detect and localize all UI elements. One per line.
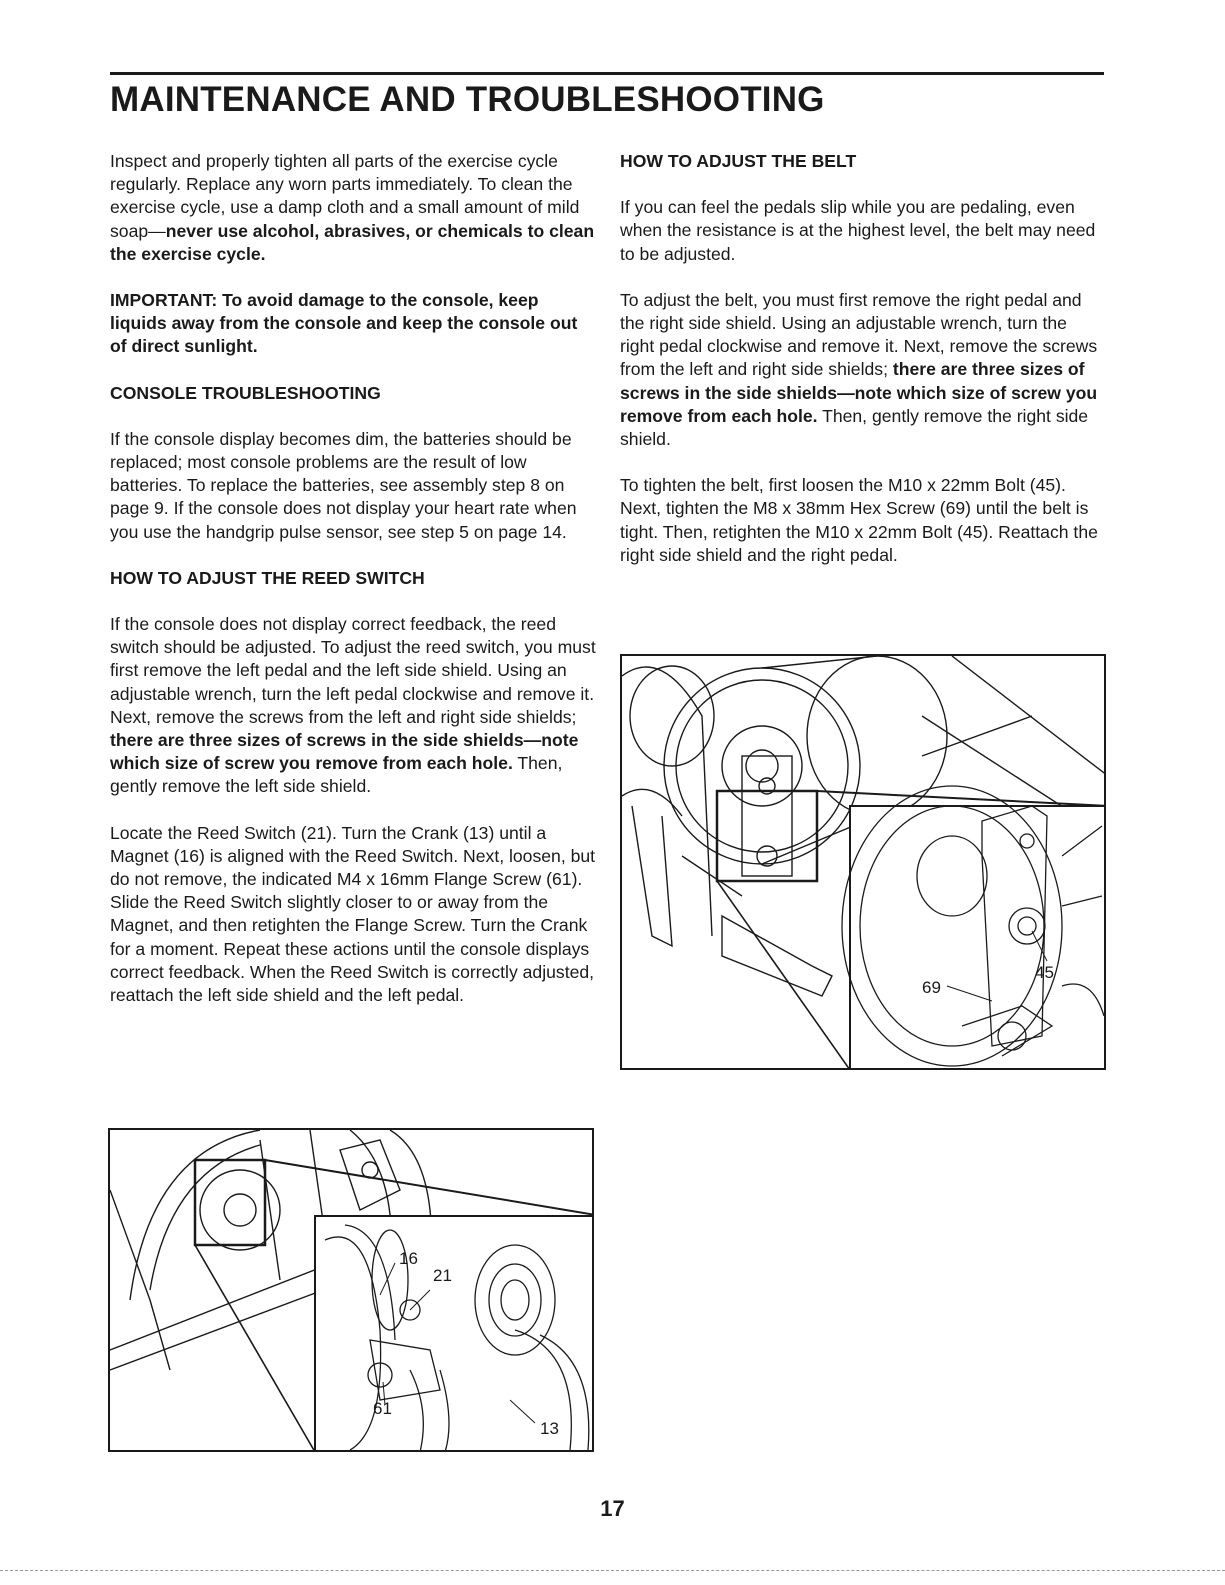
belt-text: To adjust the belt, you must first remove the right pedal and the right side shield. Using an adjustable wrench, turn the right pedal clockwise and remove it. Next, remove the screws from the left and right side shields; [620, 289, 1098, 380]
intro-text: Inspect and properly tighten all parts of the exercise cycle regularly. Replace any worn parts immediately. To clean the exercise cycle, use a damp cloth and a small amount of mild soap— [110, 151, 580, 241]
reed-switch-figure [108, 1128, 594, 1452]
intro-warning: never use alcohol, abrasives, or chemicals to clean the exercise cycle. [110, 220, 595, 264]
callout-21: 21 [433, 1266, 452, 1285]
right-column [620, 150, 1106, 590]
reed-warning: there are three sizes of screws in the side shields—note which size of screw you remove from each hole. [110, 730, 579, 774]
belt-illustration [622, 656, 1106, 1070]
belt-warning: there are three sizes of screws in the side shields—note which size of screw you remove from each hole. [620, 359, 1098, 426]
left-column [110, 150, 596, 1030]
reed-switch-paragraph-1 [110, 613, 596, 799]
belt-text-end: Then, gently remove the right side shield. [620, 405, 1089, 450]
scan-edge [0, 1570, 1225, 1571]
belt-paragraph-2 [620, 289, 1106, 451]
page-title: MAINTENANCE AND TROUBLESHOOTING [110, 80, 825, 119]
reed-switch-illustration [110, 1130, 594, 1452]
console-troubleshooting-heading: CONSOLE TROUBLESHOOTING [110, 382, 381, 403]
callout-69: 69 [922, 978, 941, 997]
belt-paragraph-3: To tighten the belt, first loosen the M10 x 22mm Bolt (45). Next, tighten the M8 x 38mm Hex Screw (69) until the belt is tight. Then, retighten the M10 x 22mm Bolt (45). Reattach the right side shield and the right pedal. [620, 475, 1098, 565]
reed-switch-paragraph-2: Locate the Reed Switch (21). Turn the Crank (13) until a Magnet (16) is aligned with the Reed Switch. Next, loosen, but do not remove, the indicated M4 x 16mm Flange Screw (61). Slide the Reed Switch slightly closer to or away from the Magnet, and then retighten the Flange Screw. Turn the Crank for a moment. Repeat these actions until the console displays correct feedback. When the Reed Switch is correctly adjusted, reattach the left side shield and the left pedal. [110, 822, 596, 1006]
callout-61: 61 [373, 1399, 392, 1418]
callout-45: 45 [1035, 963, 1054, 982]
page-number: 17 [600, 1496, 625, 1521]
belt-heading: HOW TO ADJUST THE BELT [620, 151, 857, 171]
callout-13: 13 [540, 1419, 559, 1438]
reed-switch-heading: HOW TO ADJUST THE REED SWITCH [110, 567, 425, 588]
reed-text: If the console does not display correct feedback, the reed switch should be adjusted. To adjust the reed switch, you must first remove the left pedal and the left side shield. Using an adjustable wrench, turn the left pedal clockwise and remove it. Next, remove the screws from the left and right side shields; [110, 614, 596, 727]
belt-paragraph-1: If you can feel the pedals slip while you are pedaling, even when the resistance is at the highest level, the belt may need to be adjusted. [620, 197, 1096, 264]
title-rule [110, 72, 1104, 75]
console-troubleshooting-text: If the console display becomes dim, the batteries should be replaced; most console problems are the result of low batteries. To replace the batteries, see assembly step 8 on page 9. If the console does not display your heart rate when you use the handgrip pulse sensor, see step 5 on page 14. [110, 428, 577, 542]
intro-paragraph [110, 150, 596, 266]
callout-16: 16 [399, 1249, 418, 1268]
reed-text-end: Then, gently remove the left side shield. [110, 753, 563, 797]
important-note: IMPORTANT: To avoid damage to the console, keep liquids away from the console and keep the console out of direct sunlight. [110, 290, 578, 357]
belt-adjustment-figure [620, 654, 1106, 1070]
